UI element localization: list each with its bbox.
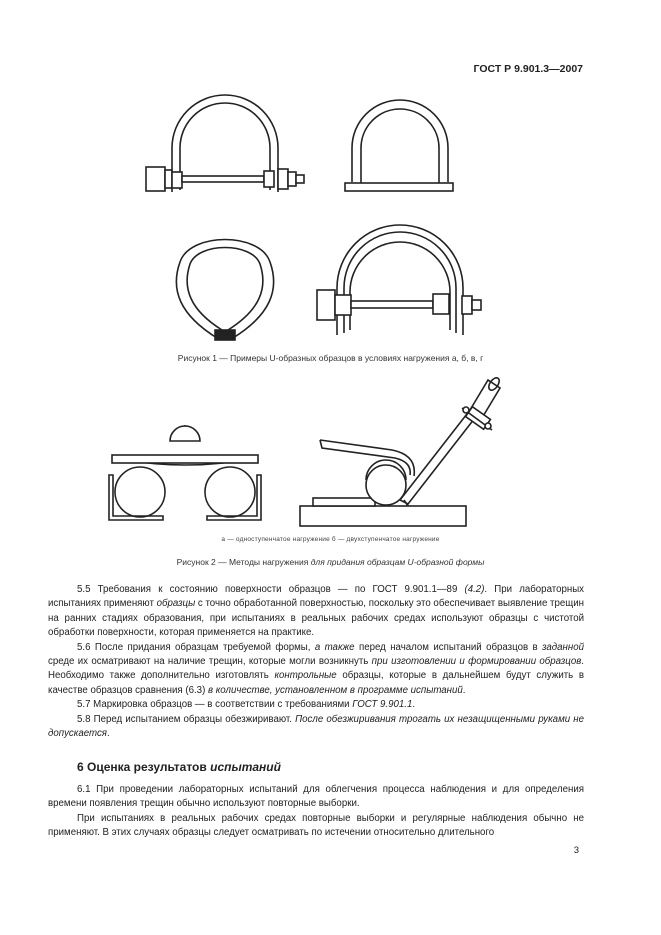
figure2-legend: а — одноступенчатое нагружение б — двухступенчатое нагружение [221, 536, 440, 543]
paragraph-6-2: При испытаниях в реальных рабочих средах повторные выборки и регулярные наблюдения обычно не применяют. В этих случаях образцы следует осматривать по истечении относительно длительного [48, 812, 584, 839]
document-code: ГОСТ Р 9.901.3—2007 [473, 63, 583, 75]
fig1-specimen-c [176, 240, 273, 341]
section6-text [48, 783, 584, 841]
figure1-caption: Рисунок 1 — Примеры U-образных образцов в условиях нагружения а, б, в, г [177, 353, 484, 363]
fig1-specimen-a [146, 95, 304, 192]
paragraph-6-1: 6.1 При проведении лабораторных испытаний для облегчения процесса наблюдения и для определения времени появления трещин обычно используют повторные выборки. [48, 784, 584, 810]
paragraph-5-7: 5.7 Маркировка образцов — в соответствии с требованиями ГОСТ 9.901.1. [77, 699, 416, 711]
paragraph-5-8: 5.8 Перед испытанием образцы обезжиривают. После обезжиривания трогать их незащищенными руками не допускается. [48, 713, 584, 740]
fig2-loading-a [109, 425, 261, 520]
fig1-specimen-d [317, 225, 481, 335]
page-number: 3 [573, 845, 579, 856]
figure2-caption: Рисунок 2 — Методы нагружения для придания образцам U-образной формы [176, 557, 485, 567]
paragraph-5-6: 5.6 После придания образцам требуемой формы, а также перед началом испытаний образцов в заданной среде их осматривают на наличие трещин, которые могли возникнуть при изготовлении и формировании образцов. Необходимо также дополнительно изготовлять контрольные образцы, которые в дальнейшем будут служить в качестве образцов сравнения (6.3) в количестве, установленном в программе испытаний. [48, 641, 584, 696]
fig1-specimen-b [345, 100, 453, 191]
section5-text [48, 583, 584, 741]
section6-title: 6 Оценка результатов испытаний [77, 760, 281, 774]
paragraph-5-5: 5.5 Требования к состоянию поверхности образцов — по ГОСТ 9.901.1—89 (4.2). При лабораторных испытаниях применяют образцы с точно обработанной поверхностью, поскольку это обеспечивает выявление трещин на ранних стадиях образования, при испытаниях в реальных рабочих средах используют образцы с чистотой обработки поверхности, которая применяется на практике. [48, 584, 585, 639]
fig2-loading-b [300, 376, 501, 526]
